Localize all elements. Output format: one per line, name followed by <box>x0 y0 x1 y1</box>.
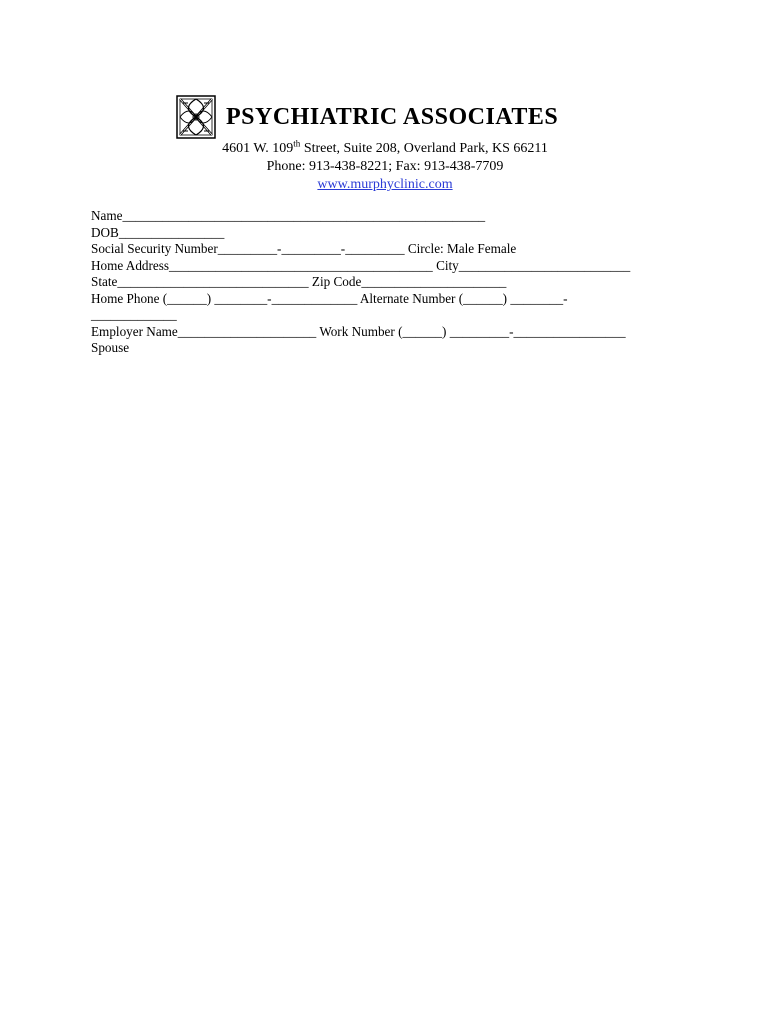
address-city-field[interactable]: Home Address________________________________________ City__________________________ <box>91 257 631 273</box>
phone-field[interactable]: Home Phone (______) ________-_____________ Alternate Number (______) ________- <box>91 290 568 306</box>
state-zip-field[interactable]: State_____________________________ Zip Code______________________ <box>91 274 507 289</box>
street-address <box>0 140 770 158</box>
address-suffix: Street, Suite 208, Overland Park, KS 66211 <box>300 141 548 156</box>
address-ordinal: th <box>293 138 301 149</box>
celtic-knot-logo-icon <box>176 95 216 139</box>
spouse-field[interactable]: Spouse <box>91 340 130 355</box>
employer-work-field[interactable]: Employer Name_____________________ Work Number (______) _________-_________________ <box>91 323 626 339</box>
patient-info-form <box>91 208 731 357</box>
address-prefix: 4601 W. 109 <box>222 141 294 156</box>
letterhead <box>176 94 558 140</box>
phone-fax: Phone: 913-438-8221; Fax: 913-438-7709 <box>266 159 504 174</box>
contact-block <box>0 140 770 194</box>
name-field[interactable]: Name_______________________________________________________ <box>91 208 486 223</box>
clinic-name: PSYCHIATRIC ASSOCIATES <box>226 103 559 130</box>
ssn-gender-field[interactable]: Social Security Number_________-_________-_________ Circle: Male Female <box>91 241 517 256</box>
dob-field[interactable]: DOB________________ <box>91 224 225 240</box>
phone-continuation-field[interactable]: _____________ <box>91 307 177 322</box>
website-link[interactable]: www.murphyclinic.com <box>317 177 453 192</box>
